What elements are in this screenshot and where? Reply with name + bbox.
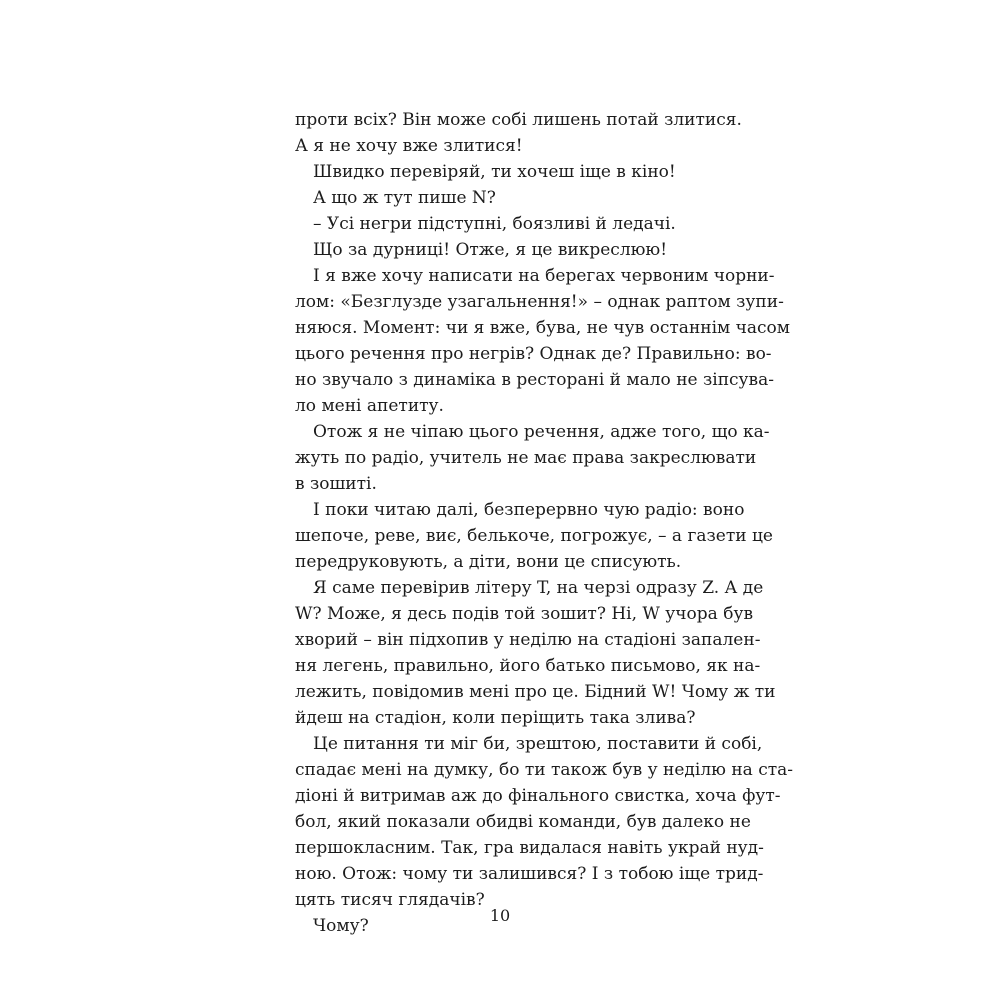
text-line: діоні й витримав аж до фінального свистка, хоча фут- [295, 786, 781, 806]
text-line: А що ж тут пише N? [313, 188, 496, 208]
text-line: жуть по радіо, учитель не має права закреслювати [295, 448, 757, 468]
text-line: няюся. Момент: чи я вже, бува, не чув останнім часом [295, 318, 791, 338]
text-line: Що за дурниці! Отже, я це викреслюю! [313, 240, 668, 260]
text-line: в зошиті. [295, 474, 377, 494]
text-line: Я саме перевірив літеру T, на черзі одразу Z. А де [313, 578, 764, 598]
text-line: шепоче, реве, виє, белькоче, погрожує, – а газети це [295, 526, 773, 546]
text-line: – Усі негри підступні, боязливі й ледачі. [313, 214, 676, 234]
text-line: І поки читаю далі, безперервно чую радіо: воно [313, 500, 745, 520]
text-line: І я вже хочу написати на берегах червоним чорни- [313, 266, 775, 286]
text-line: цього речення про негрів? Однак де? Правильно: во- [295, 344, 772, 364]
text-line: лежить, повідомив мені про це. Бідний W! Чому ж ти [295, 682, 776, 702]
text-line: Швидко перевіряй, ти хочеш іще в кіно! [313, 162, 676, 182]
text-line: А я не хочу вже злитися! [295, 136, 523, 156]
page-number: 10 [489, 906, 511, 925]
text-line: бол, який показали обидві команди, був далеко не [295, 812, 751, 832]
text-line: W? Може, я десь подів той зошит? Ні, W учора був [295, 604, 754, 624]
text-line: Чому? [313, 916, 369, 936]
text-line: ло мені апетиту. [295, 396, 444, 416]
text-line: Отож я не чіпаю цього речення, адже того, що ка- [313, 422, 770, 442]
text-line: йдеш на стадіон, коли періщить така злива? [295, 708, 696, 728]
text-line: проти всіх? Він може собі лишень потай злитися. [295, 110, 742, 130]
text-line: першокласним. Так, гра видалася навіть украй нуд- [295, 838, 764, 858]
text-line: но звучало з динаміка в ресторані й мало не зіпсува- [295, 370, 774, 390]
text-line: ня легень, правильно, його батько письмово, як на- [295, 656, 761, 676]
text-line: хворий – він підхопив у неділю на стадіоні запален- [295, 630, 761, 650]
text-line: Це питання ти міг би, зрештою, поставити й собі, [313, 734, 763, 754]
text-line: лом: «Безглузде узагальнення!» – однак раптом зупи- [295, 292, 784, 312]
text-line: ною. Отож: чому ти залишився? І з тобою іще трид- [295, 864, 764, 884]
text-line: передруковують, а діти, вони це списують. [295, 552, 682, 572]
text-line: спадає мені на думку, бо ти також був у неділю на ста- [295, 760, 794, 780]
text-line: цять тисяч глядачів? [295, 890, 485, 910]
